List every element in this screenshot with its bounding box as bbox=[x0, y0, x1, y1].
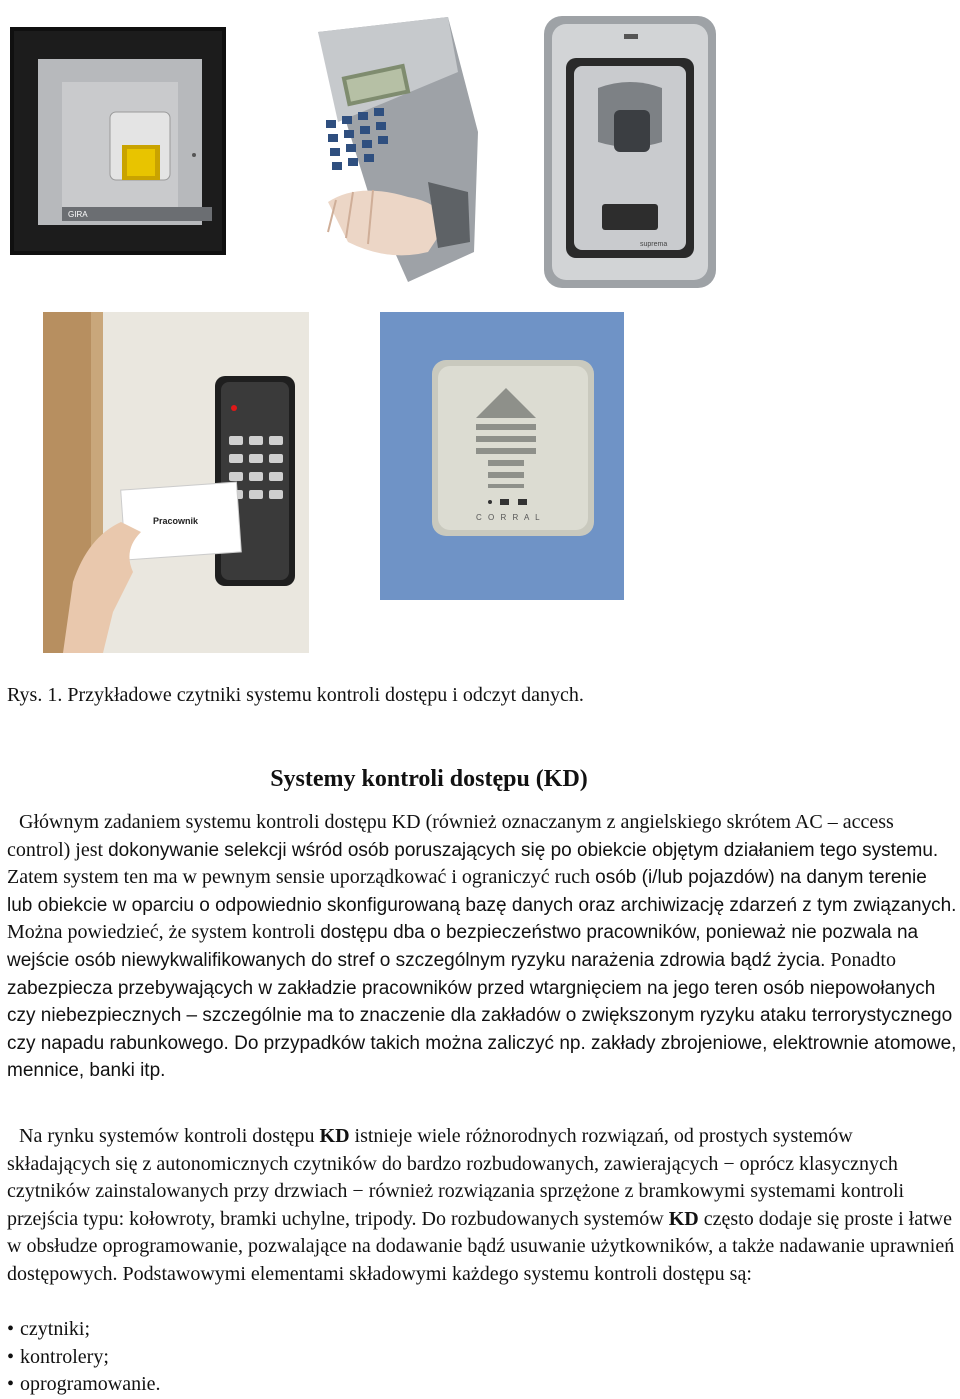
suprema-logo-text: suprema bbox=[640, 241, 668, 248]
paragraph-intro-text-7: Ponadto bbox=[825, 948, 896, 971]
paragraph-intro bbox=[7, 809, 957, 1085]
paragraph-market-text-3: często dodaje się proste i łatwe w obsłudze oprogramowanie, pozwalające na dodawanie bądź usuwanie użytkowników, a także nadawanie uprawnień dostępowych. Podstawowymi elementami składowymi każdego systemu kontroli dostępu są: bbox=[7, 1207, 955, 1285]
card-text: Pracownik bbox=[153, 516, 199, 526]
paragraph-intro-text-2: dokonywanie selekcji wśród osób poruszających się po obiekcie objętym działaniem tego systemu. bbox=[108, 839, 939, 861]
gira-logo-text: GIRA bbox=[68, 210, 88, 219]
figure-caption: Rys. 1. Przykładowe czytniki systemu kontroli dostępu i odczyt danych. bbox=[7, 684, 584, 706]
paragraph-intro-text-3: Zatem system ten ma w pewnym sensie uporządkować i ograniczyć ruch bbox=[7, 866, 596, 889]
paragraph-market bbox=[7, 1123, 957, 1289]
list-item: • oprogramowanie. bbox=[7, 1371, 161, 1399]
section-title: Systemy kontroli dostępu (KD) bbox=[270, 766, 588, 792]
photo-gira-fingerprint-reader bbox=[10, 27, 226, 255]
paragraph-intro-text-8: zabezpiecza przebywających w zakładzie pracowników przed wtargnięciem na jego teren osób niepowołanych czy niebezpiecznych – szczególnie ma to znaczenie dla zakładów o zwiększonym ryzyku ataku terrorystycznego czy napadu rabunkowego. Do przypadków takich można zaliczyć np. zakłady zbrojeniowe, elektrownie atomowe, mennice, banki itp. bbox=[7, 977, 957, 1082]
corral-logo-text: C O R R A L bbox=[476, 513, 542, 522]
paragraph-market-bold-2: KD bbox=[668, 1207, 699, 1230]
paragraph-intro-text-1: Głównym zadaniem systemu kontroli dostępu KD (również oznaczanym z angielskiego skrótem AC – access control) jest bbox=[7, 811, 894, 861]
list-item: • kontrolery; bbox=[7, 1344, 161, 1372]
photo-hand-reader-keypad bbox=[298, 12, 494, 288]
paragraph-intro-text-6: dostępu dba o bezpieczeństwo pracowników, ponieważ nie pozwala na wejście osób niewykwalifikowanych do stref o szczególnym ryzyku narażenia zdrowia bądź życia. bbox=[7, 922, 919, 971]
paragraph-intro-text-4: osób (i/lub pojazdów) na danym terenie lub obiekcie w oparciu o odpowiednio skonfigurowaną bazę danych oraz archiwizację zdarzeń z tym związanych. bbox=[7, 867, 957, 916]
list-item: • czytniki; bbox=[7, 1316, 161, 1344]
paragraph-market-text-2: istnieje wiele różnorodnych rozwiązań, od prostych systemów składających się z autonomicznych czytników do bardzo rozbudowanych, zawierających − oprócz klasycznych czytników zainstalowanych przy drzwiach − również rozwiązania sprzężone z bramkowymi systemami kontroli przejścia typu: kołowroty, bramki uchylne, tripody. Do rozbudowanych systemów bbox=[7, 1125, 905, 1230]
photo-card-reader-with-card bbox=[43, 312, 309, 653]
component-list bbox=[7, 1316, 161, 1399]
photo-corral-reader bbox=[380, 312, 624, 600]
paragraph-market-text-1: Na rynku systemów kontroli dostępu bbox=[19, 1125, 320, 1147]
paragraph-intro-text-5: Można powiedzieć, że system kontroli bbox=[7, 921, 321, 944]
paragraph-market-bold-1: KD bbox=[319, 1125, 350, 1147]
photo-fingerprint-reader-silver bbox=[540, 12, 720, 292]
